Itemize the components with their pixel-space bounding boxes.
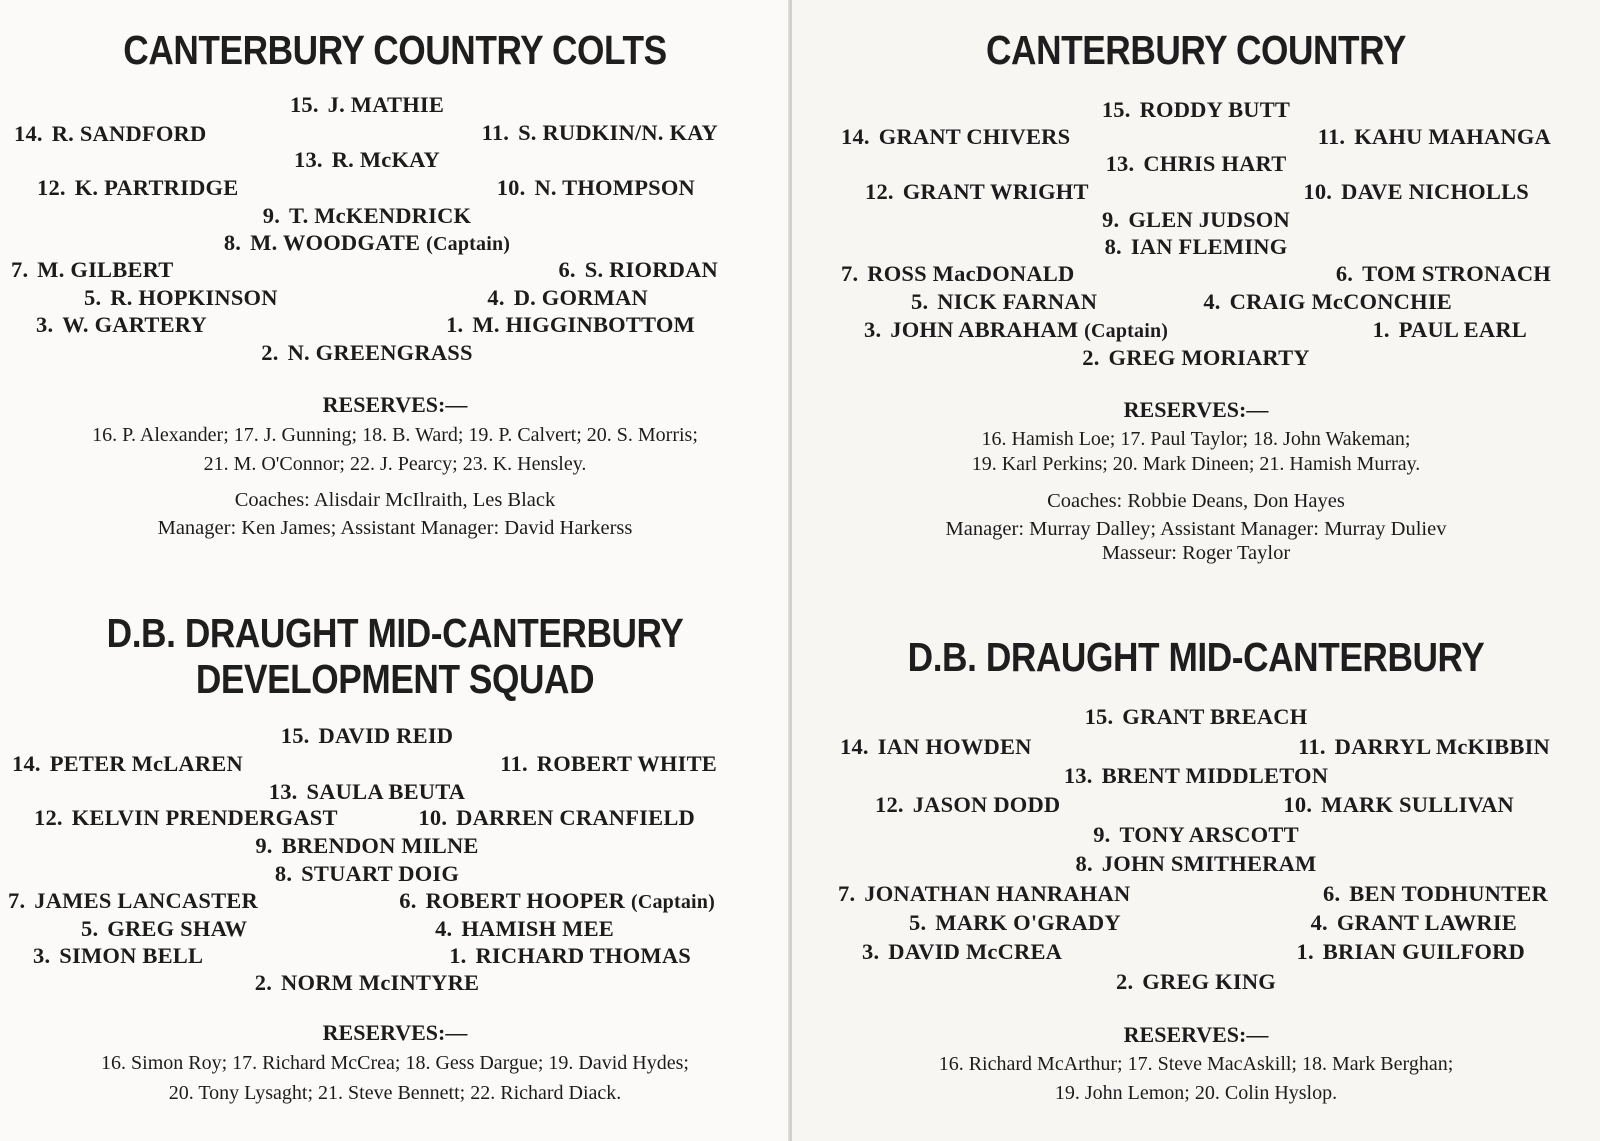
player-name: KAHU MAHANGA [1354,124,1551,149]
colts-player-9 [263,203,471,229]
player-number: 10. [1283,792,1313,817]
player-name: STUART DOIG [301,861,460,886]
player-number: 7. [8,888,26,913]
development-player-11 [500,751,717,777]
player-name: HAMISH MEE [461,916,614,941]
colts-player-3 [36,312,207,338]
country-player-11 [1318,124,1551,150]
player-number: 11. [1317,124,1346,149]
player-name: IAN FLEMING [1130,234,1288,259]
colts-reserves-line-1: 16. P. Alexander; 17. J. Gunning; 18. B. Ward; 19. P. Calvert; 20. S. Morris; [92,424,698,446]
mid-canterbury-player-12 [875,792,1060,818]
player-number: 5. [81,916,99,941]
player-name: GRANT CHIVERS [878,124,1071,149]
player-number: 15. [1084,704,1114,729]
development-player-10 [418,805,695,831]
player-name: BEN TODHUNTER [1349,881,1548,906]
player-name: BRENDON MILNE [281,833,479,858]
player-number: 10. [418,805,448,830]
player-name: N. GREENGRASS [287,340,473,365]
player-name: GREG SHAW [107,916,248,941]
player-name: DAVID REID [318,723,454,748]
development-player-5 [81,916,247,942]
development-player-2 [255,970,479,996]
player-name: TOM STRONACH [1362,261,1551,286]
development-player-12 [34,805,338,831]
player-name: GREG MORIARTY [1108,345,1310,370]
player-name: JONATHAN HANRAHAN [864,881,1131,906]
country-player-1 [1372,317,1527,343]
player-name: SAULA BEUTA [306,779,466,804]
player-name: KELVIN PRENDERGAST [71,805,338,830]
player-name: M. WOODGATE [250,230,421,255]
country-reserves-line-2: 19. Karl Perkins; 20. Mark Dineen; 21. Hamish Murray. [971,453,1421,475]
colts-player-11 [482,120,718,146]
development-player-13 [269,779,465,805]
player-name: GRANT LAWRIE [1336,910,1517,935]
player-number: 6. [1323,881,1341,906]
player-number: 5. [909,910,927,935]
player-number: 6. [558,257,576,282]
player-number: 11. [1298,734,1326,759]
country-player-5 [911,289,1097,315]
player-name: PAUL EARL [1398,317,1527,342]
player-number: 12. [37,175,66,200]
player-number: 9. [1102,207,1120,232]
mid-canterbury-reserves-heading: RESERVES:— [1123,1022,1269,1047]
development-player-3 [33,943,203,969]
colts-reserves-heading: RESERVES:— [322,392,468,417]
player-name: T. McKENDRICK [289,203,472,228]
right-page [792,0,1600,1141]
mid-canterbury-player-9 [1093,822,1299,848]
player-name: SIMON BELL [59,943,204,968]
development-player-7 [8,888,258,914]
player-number: 12. [34,805,63,830]
mid-canterbury-player-14 [840,734,1032,760]
player-name: D. GORMAN [513,285,648,310]
country-player-2 [1082,345,1309,371]
country-player-6 [1336,261,1551,287]
country-player-3 [864,317,1168,344]
mid-canterbury-player-2 [1116,969,1276,995]
player-number: 4. [487,285,505,310]
colts-player-14 [14,121,206,147]
left-page [0,0,790,1141]
player-number: 1. [1372,317,1390,342]
player-name: J. MATHIE [327,92,445,117]
player-number: 15. [289,92,319,117]
player-number: 4. [1310,910,1328,935]
player-number: 15. [1101,97,1131,122]
player-number: 14. [14,121,43,146]
player-number: 9. [262,203,281,228]
mid-canterbury-reserves-line-2: 19. John Lemon; 20. Colin Hyslop. [1054,1082,1338,1104]
country-masseur: Masseur: Roger Taylor [1101,542,1291,564]
player-name: DARREN CRANFIELD [456,805,695,830]
country-player-7 [841,261,1074,287]
player-name: R. McKAY [331,147,440,172]
player-number: 3. [864,317,882,342]
mid-canterbury-player-1 [1297,939,1525,965]
player-name: JOHN SMITHERAM [1101,851,1317,876]
player-number: 11. [500,751,528,776]
player-number: 12. [875,792,904,817]
player-number: 10. [1303,179,1333,204]
country-player-10 [1303,179,1529,205]
colts-coaches: Coaches: Alisdair McIlraith, Les Black [234,489,556,511]
player-name: K. PARTRIDGE [74,175,239,200]
player-name: ROSS MacDONALD [867,261,1075,286]
player-number: 8. [274,861,293,886]
mid-canterbury-player-3 [862,939,1062,965]
player-number: 8. [223,230,242,255]
player-name: CHRIS HART [1143,151,1287,176]
colts-player-5 [84,285,278,311]
player-name: MARK SULLIVAN [1321,792,1514,817]
player-number: 15. [280,723,310,748]
country-reserves-line-1: 16. Hamish Loe; 17. Paul Taylor; 18. John Wakeman; [981,428,1411,450]
player-name: NICK FARNAN [937,289,1098,314]
player-name: R. SANDFORD [51,121,207,146]
player-number: 11. [481,120,510,145]
development-player-8 [275,861,459,887]
player-name: IAN HOWDEN [877,734,1032,759]
development-player-1 [449,943,691,969]
player-name: BRENT MIDDLETON [1101,763,1329,788]
player-name: JASON DODD [912,792,1061,817]
player-name: PETER McLAREN [49,751,243,776]
development-title-line-2: DEVELOPMENT SQUAD [195,656,595,702]
player-number: 12. [865,179,894,204]
colts-reserves-line-2: 21. M. O'Connor; 22. J. Pearcy; 23. K. Hensley. [203,453,587,475]
development-reserves-heading: RESERVES:— [322,1020,468,1045]
colts-player-10 [497,175,695,201]
player-number: 1. [449,943,467,968]
player-number: 7. [841,261,859,286]
player-number: 6. [399,888,417,913]
player-number: 2. [1082,345,1100,370]
player-number: 13. [294,147,323,172]
player-name: M. HIGGINBOTTOM [472,312,695,337]
colts-player-13 [294,147,440,173]
player-name: ROBERT WHITE [536,751,717,776]
player-number: 13. [1105,151,1135,176]
colts-player-2 [261,340,472,366]
country-player-9 [1102,207,1290,233]
country-player-12 [865,179,1089,205]
player-name: MARK O'GRADY [935,910,1121,935]
development-reserves-line-2: 20. Tony Lysaght; 21. Steve Bennett; 22. Richard Diack. [168,1082,622,1104]
development-player-9 [255,833,478,859]
mid-canterbury-player-11 [1298,734,1550,760]
colts-player-12 [37,175,238,201]
player-number: 7. [11,257,29,282]
player-number: 4. [435,916,453,941]
player-number: 2. [254,970,273,995]
player-number: 13. [1063,763,1093,788]
player-number: 5. [84,285,102,310]
development-player-15 [281,723,453,749]
development-reserves-line-1: 16. Simon Roy; 17. Richard McCrea; 18. Gess Dargue; 19. David Hydes; [101,1052,689,1074]
player-number: 8. [1104,234,1122,259]
player-name: BRIAN GUILFORD [1322,939,1525,964]
country-reserves-heading: RESERVES:— [1123,397,1269,422]
mid-canterbury-player-13 [1064,763,1328,789]
captain-note: (Captain) [630,891,715,913]
development-player-14 [12,751,243,777]
colts-player-8 [224,230,510,257]
colts-player-6 [558,257,718,283]
player-number: 5. [911,289,929,314]
player-name: GREG KING [1142,969,1276,994]
player-number: 3. [33,943,51,968]
colts-player-4 [487,285,648,311]
player-number: 14. [841,124,870,149]
player-name: DAVID McCREA [888,939,1063,964]
player-name: JOHN ABRAHAM [890,317,1079,342]
colts-player-1 [446,312,695,338]
player-number: 4. [1203,289,1221,314]
player-name: M. GILBERT [37,257,174,282]
player-number: 10. [496,175,526,200]
country-title: CANTERBURY COUNTRY [986,27,1406,73]
development-title-line-1: D.B. DRAUGHT MID-CANTERBURY [106,610,684,656]
colts-player-7 [11,257,174,283]
player-name: CRAIG McCONCHIE [1229,289,1452,314]
mid-canterbury-player-4 [1311,910,1517,936]
player-name: DARRYL McKIBBIN [1334,734,1550,759]
country-player-13 [1106,151,1287,177]
player-name: S. RUDKIN/N. KAY [518,120,718,145]
player-number: 6. [1335,261,1354,286]
player-name: NORM McINTYRE [281,970,480,995]
mid-canterbury-title: D.B. DRAUGHT MID-CANTERBURY [907,634,1485,680]
player-name: TONY ARSCOTT [1119,822,1299,847]
player-name: GLEN JUDSON [1128,207,1290,232]
player-name: W. GARTERY [62,312,207,337]
colts-player-15 [290,92,444,118]
country-player-8 [1105,234,1288,260]
captain-note: (Captain) [1084,320,1169,342]
mid-canterbury-player-10 [1283,792,1514,818]
country-coaches: Coaches: Robbie Deans, Don Hayes [1047,490,1345,512]
player-name: R. HOPKINSON [110,285,278,310]
player-name: N. THOMPSON [534,175,695,200]
country-player-14 [841,124,1070,150]
player-number: 2. [1116,969,1134,994]
player-number: 14. [12,751,41,776]
player-name: DAVE NICHOLLS [1341,179,1529,204]
player-number: 8. [1075,851,1093,876]
player-name: ROBERT HOOPER [425,888,626,913]
player-name: JAMES LANCASTER [34,888,258,913]
player-number: 14. [840,734,869,759]
mid-canterbury-player-8 [1076,851,1317,877]
player-number: 13. [268,779,298,804]
mid-canterbury-player-7 [838,881,1130,907]
colts-title: CANTERBURY COUNTRY COLTS [123,27,667,73]
player-number: 7. [838,881,856,906]
player-number: 9. [255,833,273,858]
player-name: GRANT BREACH [1122,704,1308,729]
player-number: 2. [261,340,279,365]
colts-managers: Manager: Ken James; Assistant Manager: David Harkerss [157,517,633,539]
country-managers: Manager: Murray Dalley; Assistant Manager: Murray Duliev [945,518,1447,540]
player-number: 3. [862,939,880,964]
player-number: 9. [1093,822,1111,847]
player-number: 1. [446,312,464,337]
mid-canterbury-player-15 [1085,704,1308,730]
player-name: RODDY BUTT [1139,97,1291,122]
country-player-15 [1102,97,1290,123]
player-name: RICHARD THOMAS [475,943,691,968]
mid-canterbury-reserves-line-1: 16. Richard McArthur; 17. Steve MacAskill; 18. Mark Berghan; [938,1053,1454,1075]
development-player-6 [399,888,715,915]
player-name: S. RIORDAN [584,257,718,282]
mid-canterbury-player-5 [909,910,1121,936]
development-player-4 [435,916,614,942]
mid-canterbury-player-6 [1323,881,1548,907]
captain-note: (Captain) [426,233,511,255]
player-number: 1. [1296,939,1314,964]
player-number: 3. [36,312,54,337]
player-name: GRANT WRIGHT [902,179,1089,204]
country-player-4 [1203,289,1452,315]
